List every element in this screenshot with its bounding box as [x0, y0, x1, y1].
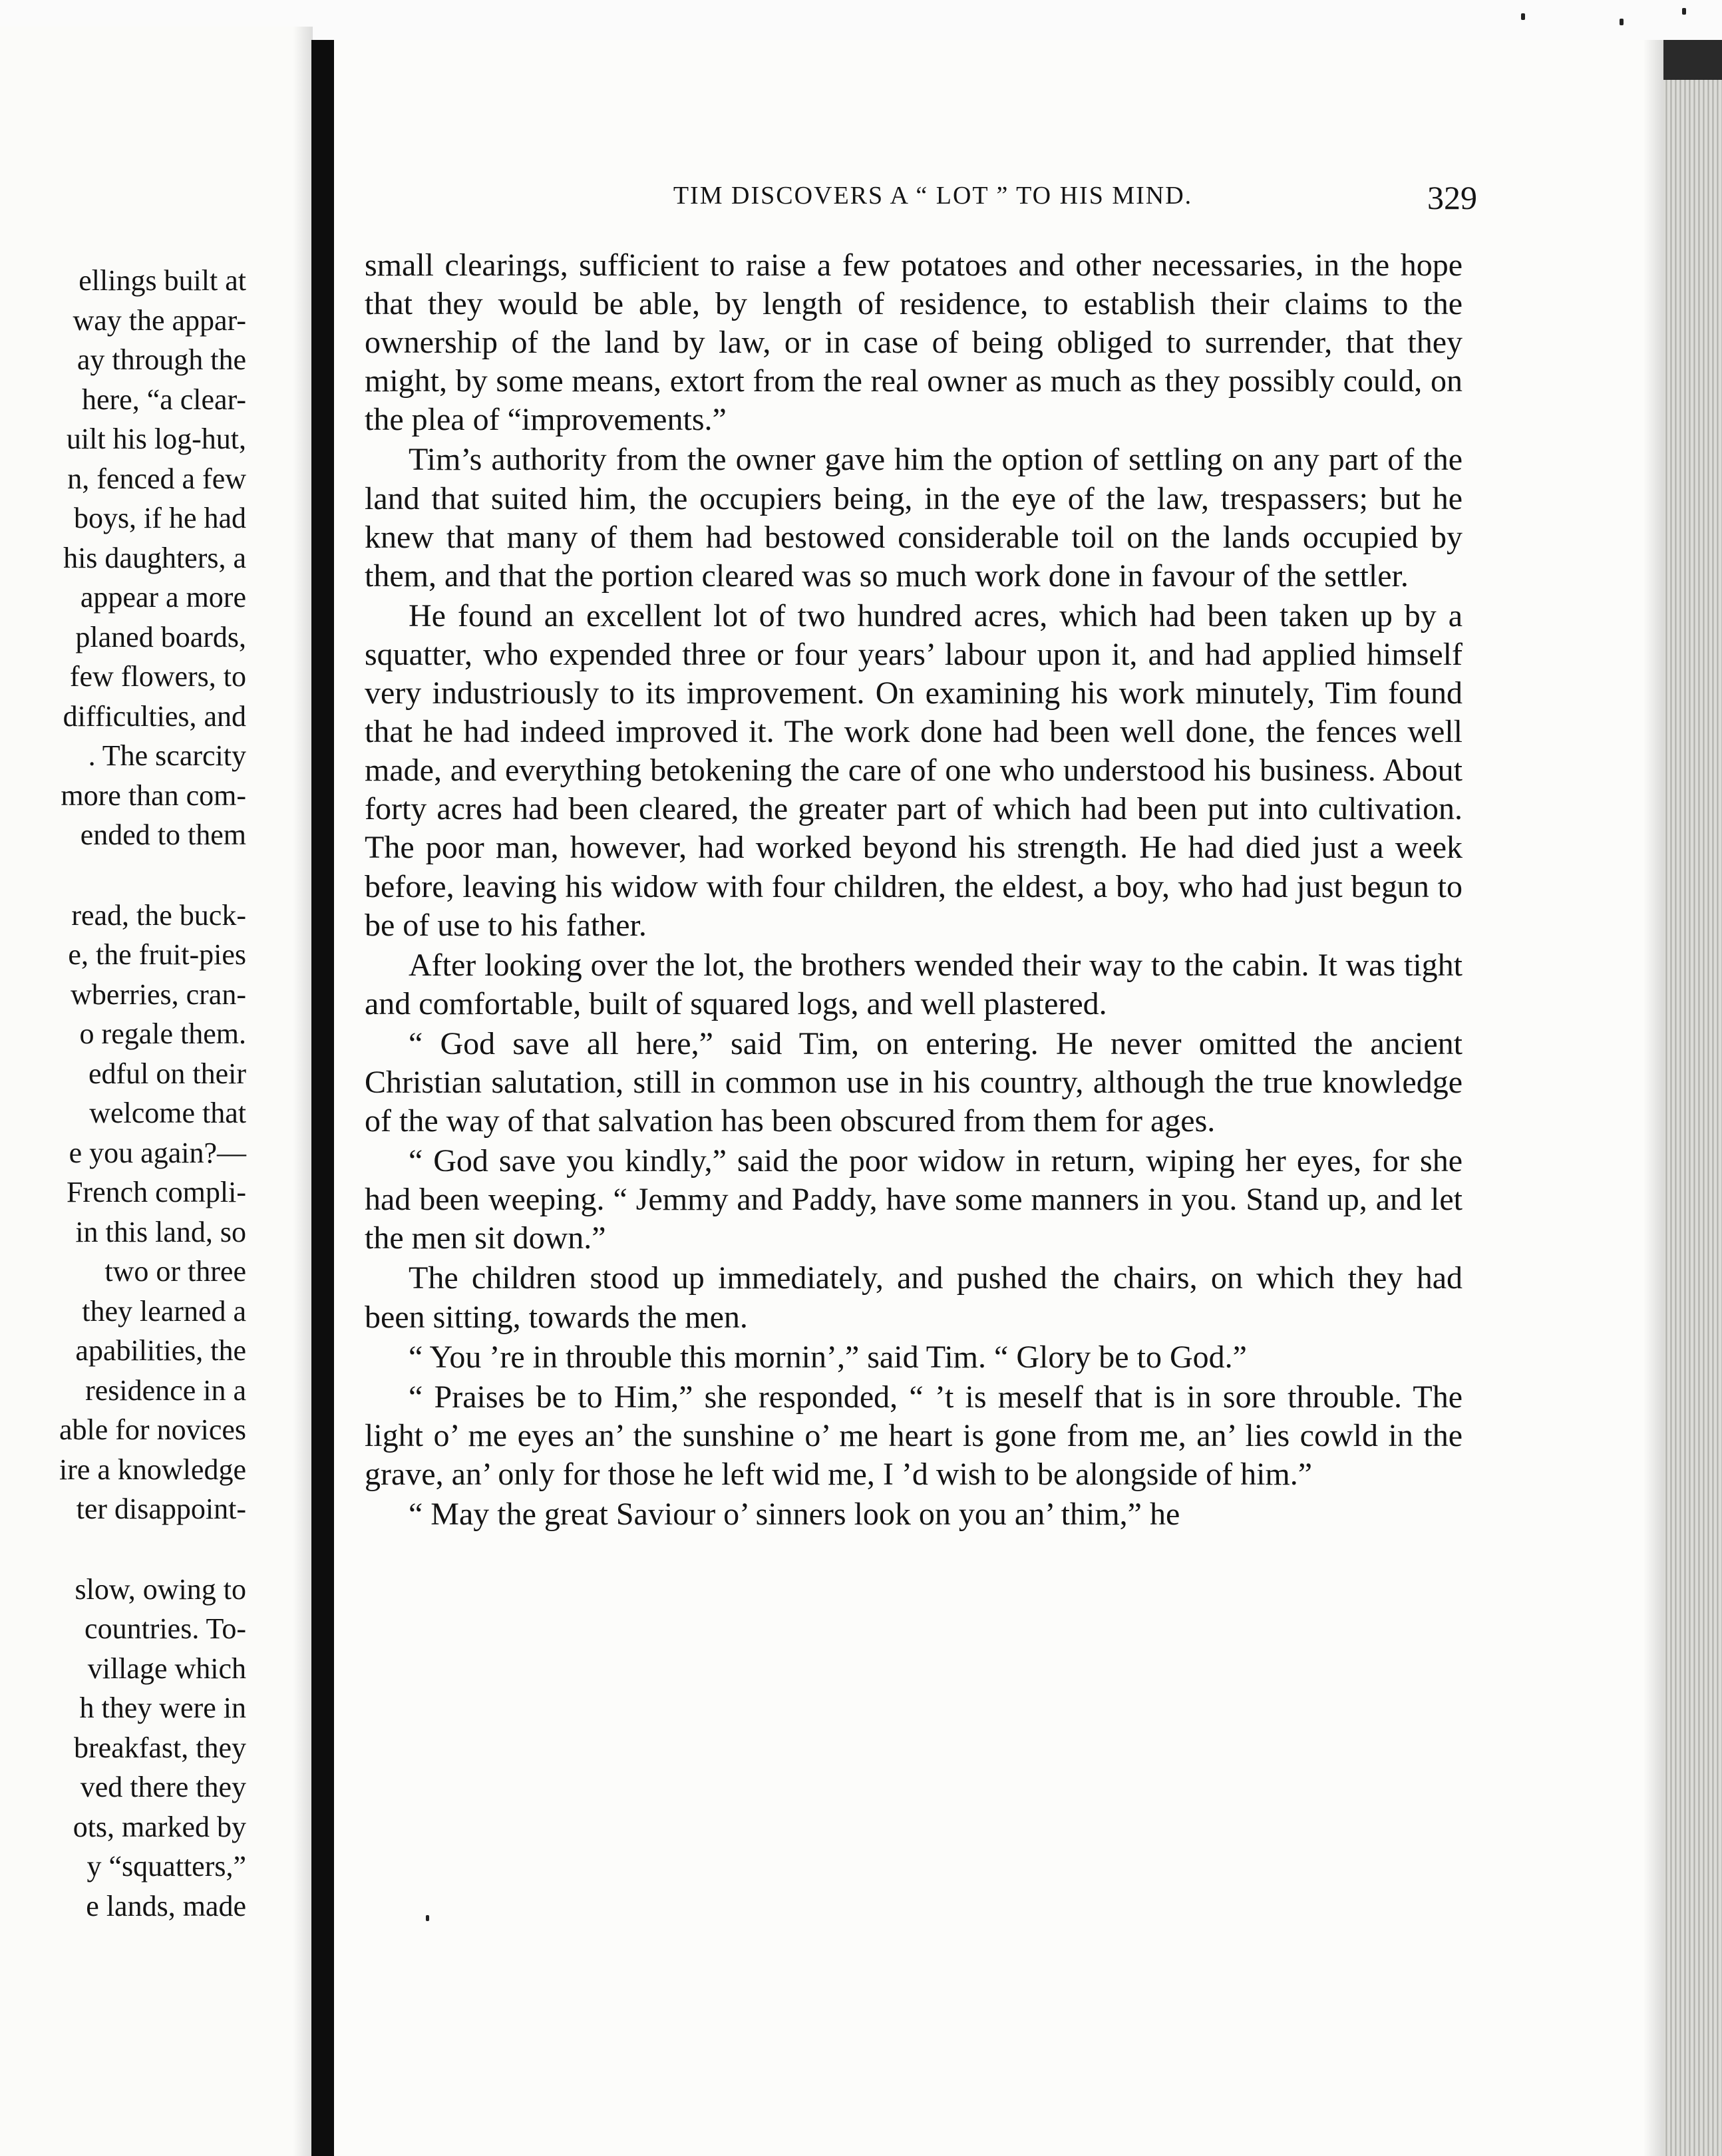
left-page-line: ended to them [80, 818, 246, 851]
left-page-line: uilt his log-hut, [66, 423, 246, 455]
left-page-line: slow, owing to [75, 1572, 246, 1606]
left-page-line: read, the buck- [71, 898, 246, 932]
page-edges [1663, 40, 1722, 2156]
left-page-line: apabilities, the [75, 1334, 246, 1367]
left-page-text [0, 261, 246, 1926]
left-page-line: e you again?— [69, 1136, 246, 1169]
left-page-line: in this land, so [75, 1215, 246, 1248]
left-page-line: French compli- [66, 1176, 246, 1208]
left-page [0, 27, 311, 2156]
left-page-line: ellings built at [79, 264, 246, 297]
paragraph: “ God save you kindly,” said the poor widow in return, wiping her eyes, for she had been weeping. “ Jemmy and Paddy, have some manners in you. Stand up, and let the men sit down.” [365, 1143, 1463, 1256]
left-page-line: ter disappoint- [76, 1493, 246, 1525]
page-body [365, 246, 1463, 1534]
left-page-shadow [293, 27, 313, 2156]
paragraph: “ God save all here,” said Tim, on entering. He never omitted the ancient Christian salutation, still in common use in his country, although the true knowledge of the way of that salvation has been obscured from them for ages. [365, 1025, 1463, 1139]
left-page-line: few flowers, to [69, 660, 246, 693]
paragraph: small clearings, sufficient to raise a few potatoes and other necessaries, in the hope that they would be able, by length of residence, to establish their claims to the ownership of the land by law, or in case of being obliged to surrender, that they might, by some means, extort from the real owner as much as they possibly could, on the plea of “improvements.” [365, 248, 1463, 438]
left-page-line: ots, marked by [73, 1810, 246, 1843]
left-page-line: y “squatters,” [86, 1850, 246, 1883]
paragraph: After looking over the lot, the brothers wended their way to the cabin. It was tight and comfortable, built of squared logs, and well plastered. [365, 947, 1463, 1021]
left-page-line: two or three [104, 1255, 246, 1288]
left-page-line: e, the fruit-pies [68, 938, 246, 971]
paragraph: He found an excellent lot of two hundred acres, which had been taken up by a squatter, who expended three or four years’ labour upon it, and had applied himself very industriously to its improvement. On examining his work minutely, Tim found that he had indeed improved it. The work done had been well done, the fences well made, and everything betokening the care of one who understood his business. About forty acres had been cleared, the greater part of which had been put into cultivation. The poor man, however, had worked beyond his strength. He had died just a week before, leaving his widow with four children, the eldest, a boy, who had just begun to be of use to his father. [365, 598, 1463, 943]
left-page-line: here, “a clear- [81, 383, 246, 416]
left-page-line: boys, if he had [73, 502, 246, 534]
left-page-line: edful on their [88, 1057, 246, 1090]
left-page-line: ay through the [77, 343, 246, 376]
left-page-line: welcome that [89, 1097, 246, 1129]
left-page-line: way the appar- [73, 303, 246, 337]
left-page-line: breakfast, they [74, 1731, 246, 1764]
left-page-line: more than com- [61, 779, 246, 812]
left-page-line: ved there they [80, 1771, 246, 1803]
scan-speck [1521, 13, 1525, 20]
left-page-line: village which [87, 1652, 246, 1685]
page-number: 329 [1427, 179, 1477, 216]
paragraph: Tim’s authority from the owner gave him the option of settling on any part of the land that suited him, the occupiers being, in the eye of the law, trespassers; but he knew that many of them had bestowed considerable toil on the lands occupied by them, and that the portion cleared was so much work done in favour of the settler. [365, 442, 1463, 594]
left-page-line: n, fenced a few [67, 462, 246, 495]
left-page-line: appear a more [80, 581, 246, 614]
left-page-line: ire a knowledge [59, 1453, 246, 1486]
left-page-line: countries. To- [85, 1612, 246, 1645]
scan-speck [426, 1915, 429, 1921]
page-edges-top [1663, 40, 1722, 80]
paragraph: “ You ’re in throuble this mornin’,” said Tim. “ Glory be to God.” [409, 1339, 1247, 1375]
running-head: TIM DISCOVERS A “ LOT ” TO HIS MIND. [673, 182, 1193, 210]
left-page-line: difficulties, and [63, 699, 246, 733]
left-page-line: his daughters, a [63, 541, 246, 574]
left-page-line [0, 855, 246, 896]
left-page-line [0, 1529, 246, 1570]
left-page-line: o regale them. [79, 1017, 246, 1050]
left-page-line: h they were in [79, 1692, 246, 1724]
paragraph: The children stood up immediately, and pushed the chairs, on which they had been sitting, towards the men. [365, 1260, 1463, 1335]
book-gutter [311, 40, 334, 2156]
paragraph: “ Praises be to Him,” she responded, “ ’t is meself that is in sore throuble. The light o’ me eyes an’ the sunshine o’ me heart is gone from me, an’ lies cowld in the grave, an’ only for those he left wid me, I ’d wish to be alongside of him.” [365, 1379, 1463, 1492]
left-page-line: e lands, made [86, 1889, 246, 1922]
left-page-line: . The scarcity [88, 739, 246, 772]
left-page-line: able for novices [59, 1413, 246, 1446]
scan-speck [1620, 19, 1624, 25]
scan-speck [1682, 8, 1686, 15]
left-page-line: residence in a [85, 1373, 246, 1407]
paragraph: “ May the great Saviour o’ sinners look on you an’ thim,” he [409, 1497, 1180, 1532]
left-page-line: they learned a [82, 1294, 246, 1328]
left-page-line: planed boards, [75, 620, 246, 653]
left-page-line: wberries, cran- [71, 978, 246, 1011]
